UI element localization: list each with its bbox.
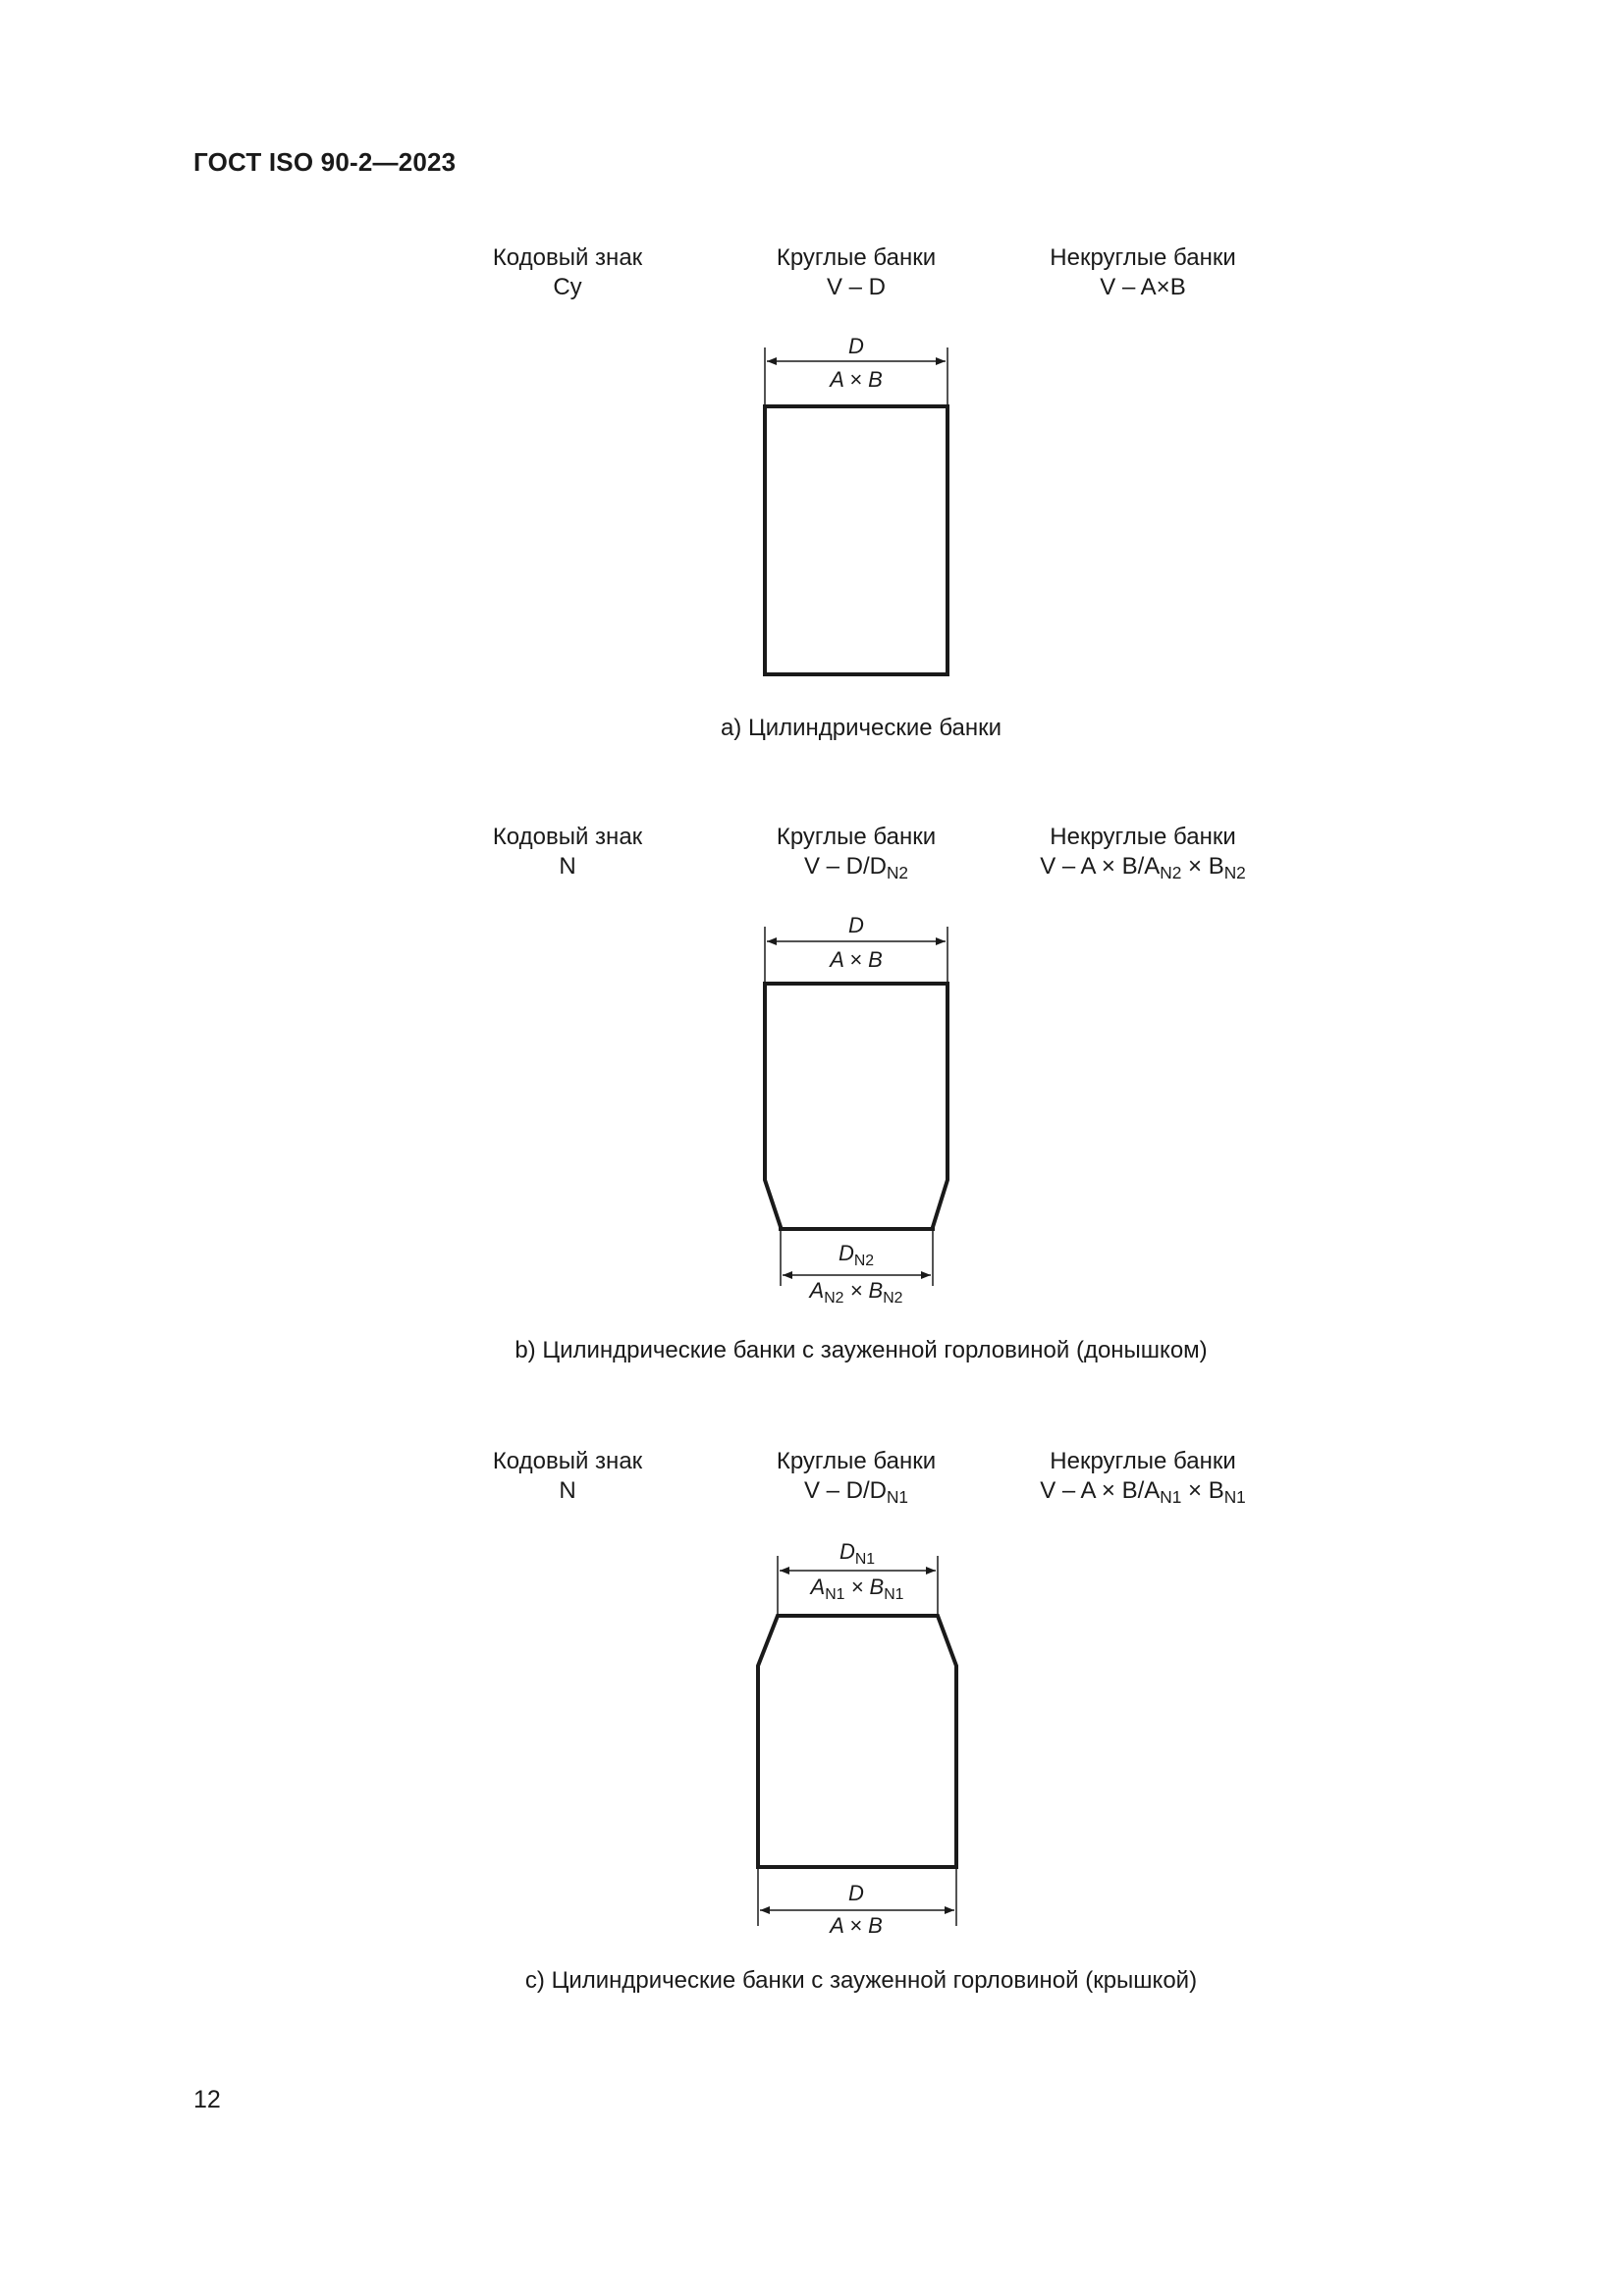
page-number: 12: [193, 2086, 221, 2113]
bottom-necked-can-drawing: [765, 927, 947, 1286]
nonround-formula: V – A×B: [1100, 274, 1186, 300]
dim-top-d: D: [848, 913, 864, 937]
nonround-formula: $V - A \times B/A_{N1} \times B_{N1}$: [1040, 1477, 1246, 1508]
nonround-label: Некруглые банки: [1050, 244, 1236, 271]
dim-top-axb: A × B: [830, 947, 883, 972]
nonround-formula: $V - A \times B/A_{N2} \times B_{N2}$: [1040, 853, 1246, 883]
code-label: Кодовый знак: [492, 244, 643, 271]
code-label: Кодовый знак: [492, 824, 643, 850]
caption-c: c) Цилиндрические банки с зауженной горловиной (крышкой): [524, 1967, 1198, 1994]
dim-bottom-axb: A × B: [830, 1913, 883, 1938]
nonround-label: Некруглые банки: [1050, 824, 1236, 850]
round-label: Круглые банки: [776, 244, 937, 271]
dim-bottom-axb-n2: $A_{N2} \times B_{N2}$: [809, 1278, 903, 1307]
nonround-column-b: [986, 823, 1300, 881]
dim-bottom-d: D: [848, 1881, 864, 1905]
dim-top-axb-n1: $A_{N1} \times B_{N1}$: [810, 1575, 904, 1603]
code-value: Cy: [553, 274, 582, 300]
can-body-outline: [758, 1616, 956, 1867]
code-label: Кодовый знак: [492, 1448, 643, 1474]
code-value: N: [559, 853, 576, 880]
can-body-outline: [765, 406, 947, 674]
round-formula: V – $D/D_{N1}$: [803, 1477, 909, 1508]
nonround-label: Некруглые банки: [1050, 1448, 1236, 1474]
code-value: N: [559, 1477, 576, 1504]
dim-top-axb: A × B: [830, 367, 883, 392]
round-formula: V – D: [826, 274, 887, 300]
round-label: Круглые банки: [776, 1448, 937, 1474]
nonround-column-c: [986, 1447, 1300, 1506]
round-formula: V – $D/D_{N2}$: [803, 853, 909, 883]
code-column-c: [410, 1447, 725, 1506]
can-body-outline: [765, 984, 947, 1229]
lid-necked-can-drawing: [758, 1556, 956, 1926]
round-column-b: [699, 823, 1013, 881]
dim-top-dn1: $D_{N1}$: [839, 1539, 876, 1568]
dim-bottom-dn2: $D_{N2}$: [838, 1241, 875, 1269]
document-header: ГОСТ ISO 90-2—2023: [193, 147, 457, 177]
round-column-c: [699, 1447, 1013, 1506]
dim-top-d: D: [848, 334, 864, 358]
code-column-b: [410, 823, 725, 881]
round-label: Круглые банки: [776, 824, 937, 850]
caption-a: а) Цилиндрические банки: [720, 715, 1002, 741]
caption-b: b) Цилиндрические банки с зауженной горловиной (донышком): [514, 1337, 1208, 1363]
cylindrical-can-drawing: [765, 347, 947, 674]
